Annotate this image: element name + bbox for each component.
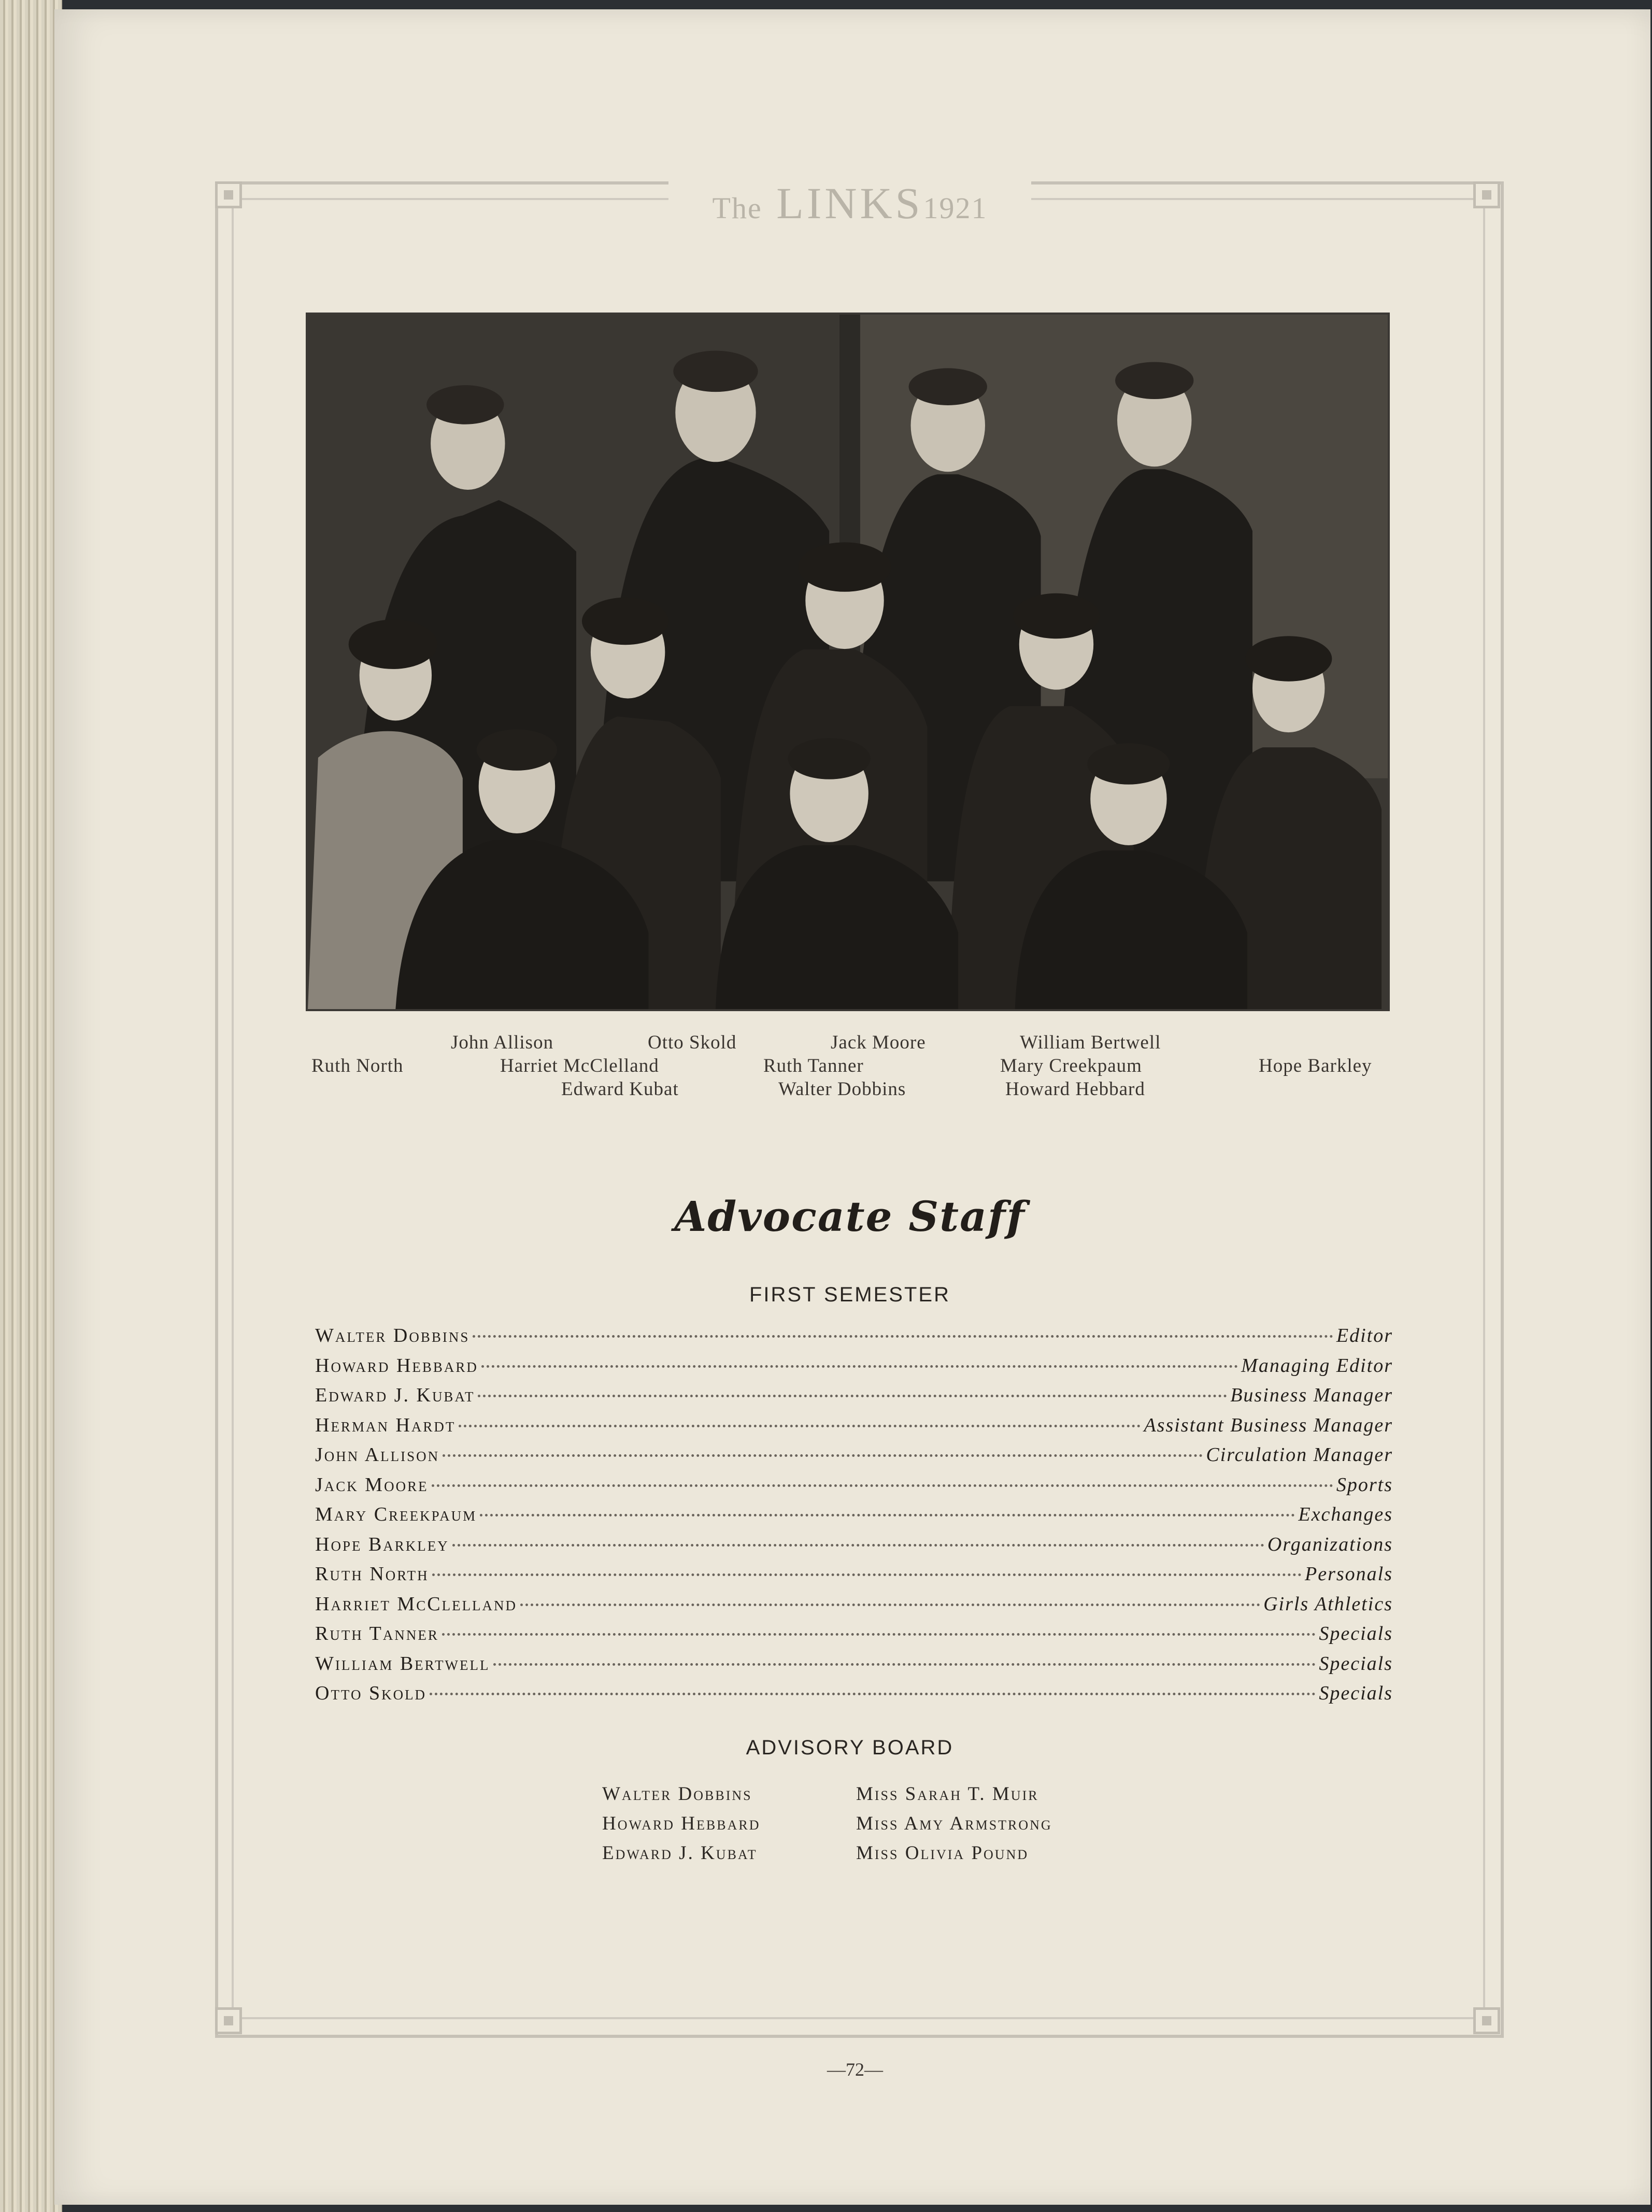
dot-leader (459, 1425, 1141, 1427)
dot-leader (432, 1484, 1333, 1487)
photo-caption: Otto Skold (648, 1032, 737, 1053)
advisory-board-right-column (856, 1783, 1052, 1871)
border-corner-ornament (1473, 181, 1500, 208)
header-title: LINKS (776, 178, 923, 228)
advisory-member: Miss Amy Armstrong (856, 1813, 1052, 1834)
photo-caption: Edward Kubat (561, 1079, 679, 1100)
staff-role: Editor (1336, 1325, 1393, 1346)
staff-role: Managing Editor (1241, 1354, 1393, 1377)
staff-role: Specials (1319, 1623, 1393, 1644)
group-photo-icon (308, 315, 1388, 1009)
border-corner-ornament (215, 181, 242, 208)
staff-name: John Allison (315, 1444, 440, 1466)
staff-list (315, 1324, 1393, 1712)
staff-name: Jack Moore (315, 1473, 429, 1496)
dot-leader (432, 1573, 1302, 1576)
staff-name: William Bertwell (315, 1652, 490, 1675)
dot-leader (493, 1663, 1316, 1666)
page-number: —72— (827, 2059, 883, 2080)
staff-title: Advocate Staff (674, 1192, 1026, 1241)
photo-caption: Ruth North (311, 1055, 404, 1076)
dot-leader (520, 1604, 1260, 1606)
advisory-member: Edward J. Kubat (602, 1842, 758, 1864)
staff-role: Organizations (1267, 1533, 1393, 1555)
staff-row (315, 1384, 1393, 1414)
staff-row (315, 1443, 1393, 1473)
photo-caption: Ruth Tanner (763, 1055, 864, 1076)
photo-caption: William Bertwell (1020, 1032, 1161, 1053)
staff-name: Walter Dobbins (315, 1325, 470, 1346)
staff-row (315, 1563, 1393, 1593)
group-photo (306, 313, 1390, 1011)
advisory-member: Miss Olivia Pound (856, 1842, 1029, 1864)
staff-name: Ruth Tanner (315, 1623, 439, 1644)
staff-name: Harriet McClelland (315, 1593, 518, 1615)
photo-caption: Mary Creekpaum (1000, 1055, 1142, 1076)
advisory-member: Howard Hebbard (602, 1813, 761, 1834)
dot-leader (480, 1514, 1295, 1516)
staff-role: Assistant Business Manager (1144, 1414, 1393, 1436)
staff-name: Edward J. Kubat (315, 1384, 475, 1406)
staff-role: Personals (1305, 1563, 1393, 1585)
photo-caption: Hope Barkley (1259, 1055, 1372, 1076)
staff-name: Hope Barkley (315, 1533, 449, 1555)
staff-row (315, 1652, 1393, 1682)
staff-role: Circulation Manager (1206, 1444, 1393, 1466)
staff-role: Specials (1319, 1652, 1393, 1675)
staff-role: Sports (1336, 1473, 1393, 1496)
dot-leader (481, 1365, 1238, 1368)
staff-role: Specials (1319, 1682, 1393, 1704)
advisory-board-heading: ADVISORY BOARD (746, 1736, 954, 1759)
staff-role: Business Manager (1230, 1384, 1393, 1406)
photo-caption: John Allison (451, 1032, 554, 1053)
dot-leader (452, 1544, 1264, 1547)
staff-row (315, 1324, 1393, 1354)
dot-leader (442, 1633, 1316, 1636)
staff-name: Howard Hebbard (315, 1354, 478, 1377)
dot-leader (430, 1693, 1316, 1695)
staff-name: Herman Hardt (315, 1414, 456, 1436)
border-corner-ornament (1473, 2007, 1500, 2034)
photo-caption: Jack Moore (831, 1032, 926, 1053)
staff-row (315, 1354, 1393, 1384)
photo-caption: Walter Dobbins (778, 1079, 906, 1100)
running-header (668, 177, 1031, 234)
staff-row (315, 1503, 1393, 1533)
staff-name: Ruth North (315, 1563, 429, 1585)
staff-row (315, 1473, 1393, 1504)
book-edge (0, 0, 62, 2212)
advisory-member: Walter Dobbins (602, 1783, 752, 1805)
staff-row (315, 1622, 1393, 1652)
staff-row (315, 1533, 1393, 1563)
staff-name: Mary Creekpaum (315, 1504, 477, 1525)
border-corner-ornament (215, 2007, 242, 2034)
staff-role: Exchanges (1298, 1504, 1393, 1525)
photo-caption: Howard Hebbard (1005, 1079, 1145, 1100)
header-the: The (712, 191, 762, 225)
first-semester-heading: FIRST SEMESTER (749, 1283, 950, 1306)
staff-row (315, 1414, 1393, 1444)
staff-name: Otto Skold (315, 1682, 427, 1704)
advisory-board-left-column (602, 1783, 760, 1871)
staff-role: Girls Athletics (1263, 1593, 1393, 1615)
staff-row (315, 1593, 1393, 1623)
photo-caption: Harriet McClelland (500, 1055, 659, 1076)
dot-leader (473, 1335, 1333, 1338)
dot-leader (478, 1395, 1227, 1397)
staff-row (315, 1682, 1393, 1712)
header-year: 1921 (923, 191, 988, 225)
advisory-member: Miss Sarah T. Muir (856, 1783, 1039, 1805)
dot-leader (443, 1454, 1203, 1457)
